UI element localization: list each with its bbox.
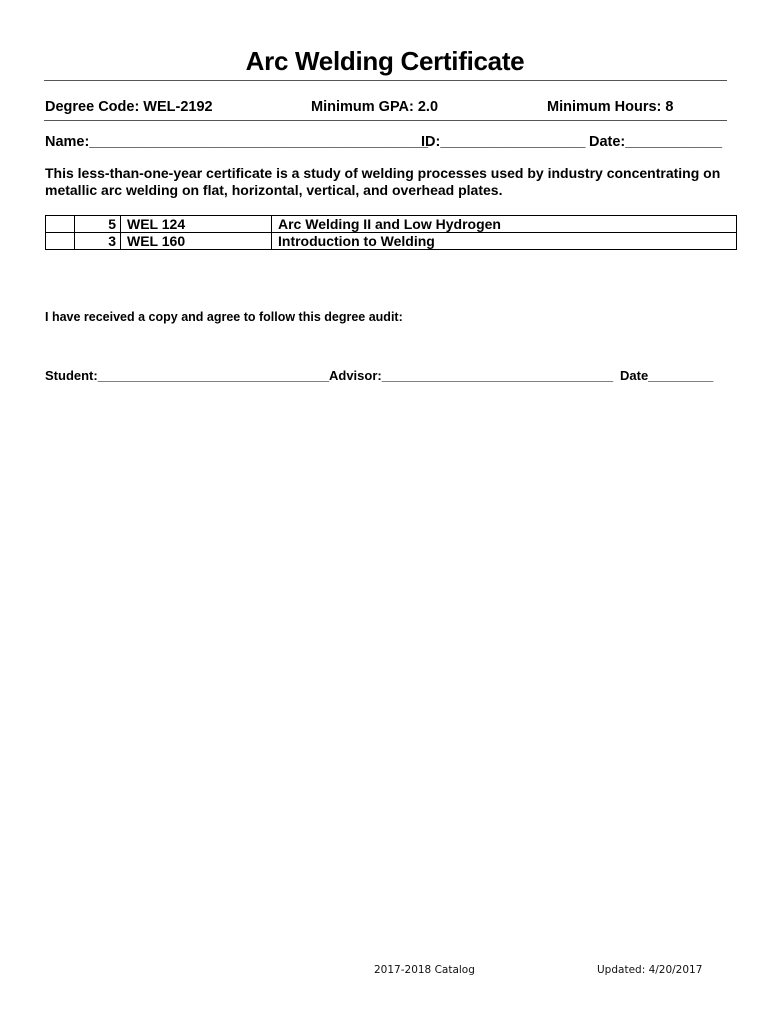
course-table [45,215,737,250]
minimum-hours: Minimum Hours: 8 [547,99,674,115]
course-code: WEL 160 [121,233,272,250]
certificate-description: This less-than-one-year certificate is a study of welding processes used by industry concentrating on metallic arc welding on flat, horizontal, vertical, and overhead plates. [45,165,721,198]
meta-divider [44,120,727,121]
course-hours: 3 [75,233,121,250]
advisor-signature-field[interactable]: Advisor:________________________________ [329,368,614,383]
title-divider [44,80,727,81]
page-title: Arc Welding Certificate [245,46,525,76]
degree-code: Degree Code: WEL-2192 [45,99,213,115]
table-row [46,216,737,233]
date-field[interactable]: Date:____________ [589,134,723,150]
agreement-statement: I have received a copy and agree to follow this degree audit: [45,310,403,324]
course-title: Arc Welding II and Low Hydrogen [272,216,737,233]
course-hours: 5 [75,216,121,233]
table-row [46,233,737,250]
student-signature-field[interactable]: Student:________________________________ [45,368,330,383]
footer-catalog: 2017-2018 Catalog [374,964,475,976]
minimum-gpa: Minimum GPA: 2.0 [311,99,439,115]
signature-date-field[interactable]: Date_________ [620,368,714,383]
course-code: WEL 124 [121,216,272,233]
id-field[interactable]: ID:__________________ [421,134,586,150]
course-check-cell[interactable] [46,216,75,233]
course-title: Introduction to Welding [272,233,737,250]
course-check-cell[interactable] [46,233,75,250]
name-field[interactable]: Name:__________________________________________ [45,134,429,150]
footer-updated: Updated: 4/20/2017 [597,964,703,976]
